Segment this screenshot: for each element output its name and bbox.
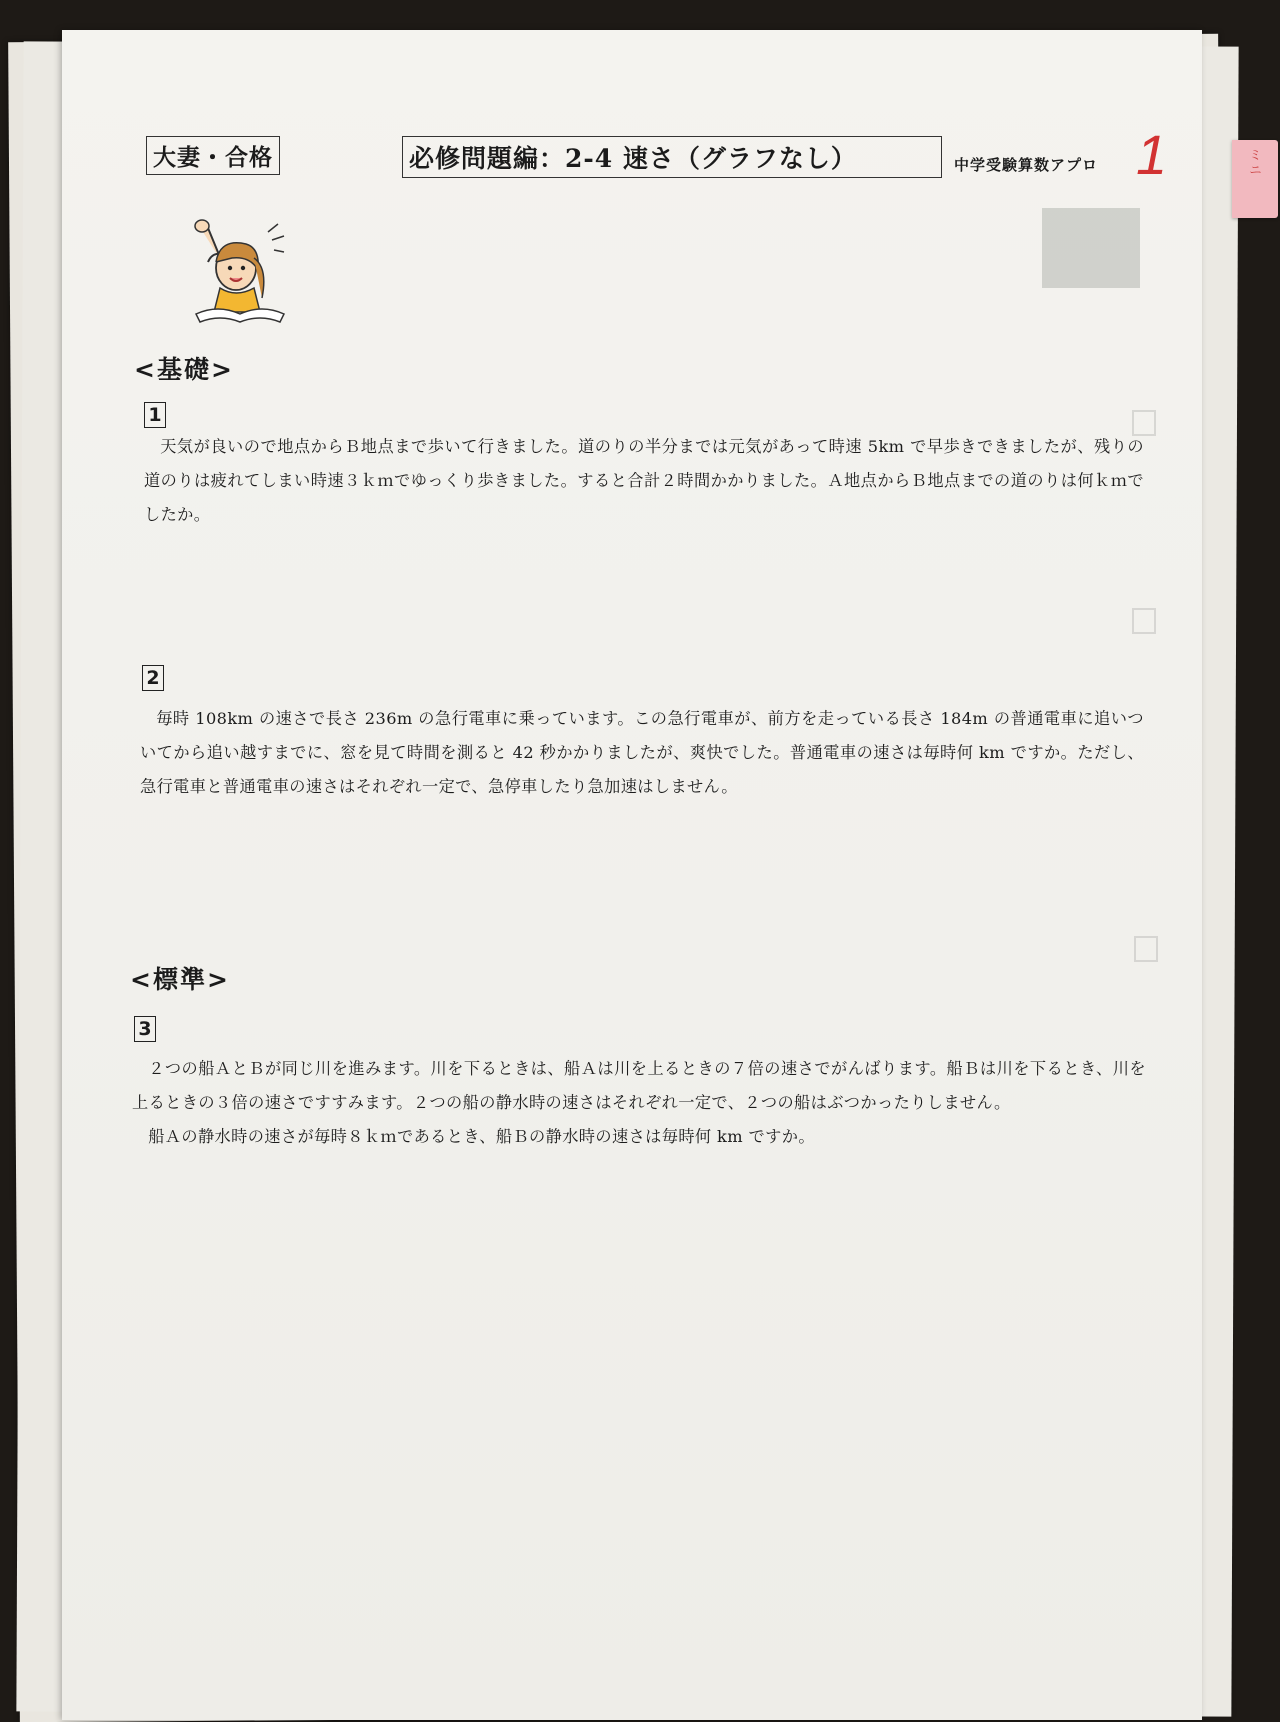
question-1-text: [144, 430, 1144, 532]
question-1-body: 天気が良いので地点からＢ地点まで歩いて行きました。道のりの半分までは元気があって時速 5km で早歩きできましたが、残りの道のりは疲れてしまい時速３ｋｍでゆっくり歩きました。すると合計２時間かかりました。Ａ地点からＢ地点までの道のりは何ｋｍでしたか。: [144, 437, 1144, 524]
show-through-illustration: [1042, 208, 1140, 288]
handwritten-page-number: 1: [1136, 123, 1168, 186]
question-3-paragraph-2: 船Ａの静水時の速さが毎時８ｋｍであるとき、船Ｂの静水時の速さは毎時何 km ですか。: [148, 1127, 815, 1146]
course-tag: 大妻・合格: [146, 136, 280, 175]
section-heading-basic: <基礎>: [134, 355, 234, 384]
section-heading-standard: <標準>: [130, 965, 230, 994]
sticky-note-tab: [1232, 140, 1278, 218]
page-title: 必修問題編：2-4 速さ（グラフなし）: [402, 136, 942, 178]
student-mascot-illustration: [190, 218, 290, 328]
question-number-1: 1: [144, 402, 166, 428]
question-2-text: [140, 702, 1144, 804]
question-2-body: 毎時 108km の速さで長さ 236m の急行電車に乗っています。この急行電車が、前方を走っている長さ 184m の普通電車に追いついてから追い越すまでに、窓を見て時間を測ると 42 秒かかりましたが、爽快でした。普通電車の速さは毎時何 km ですか。ただし、急行電車と普通電車の速さはそれぞれ一定で、急停車したり急加速はしません。: [140, 709, 1144, 796]
question-3-text: [132, 1052, 1146, 1154]
worksheet-page: [62, 30, 1202, 1720]
sticky-note-label: ミニ: [1246, 148, 1261, 178]
show-through-mark: [1132, 608, 1156, 634]
publisher-label: 中学受験算数アプロ: [954, 156, 1099, 174]
show-through-mark: [1134, 936, 1158, 962]
question-number-3: 3: [134, 1016, 156, 1042]
question-3-paragraph-1: ２つの船ＡとＢが同じ川を進みます。川を下るときは、船Ａは川を上るときの７倍の速さでがんばります。船Ｂは川を下るとき、川を上るときの３倍の速さですすみます。２つの船の静水時の速さはそれぞれ一定で、２つの船はぶつかったりしません。: [132, 1059, 1146, 1112]
question-number-2: 2: [142, 665, 164, 691]
